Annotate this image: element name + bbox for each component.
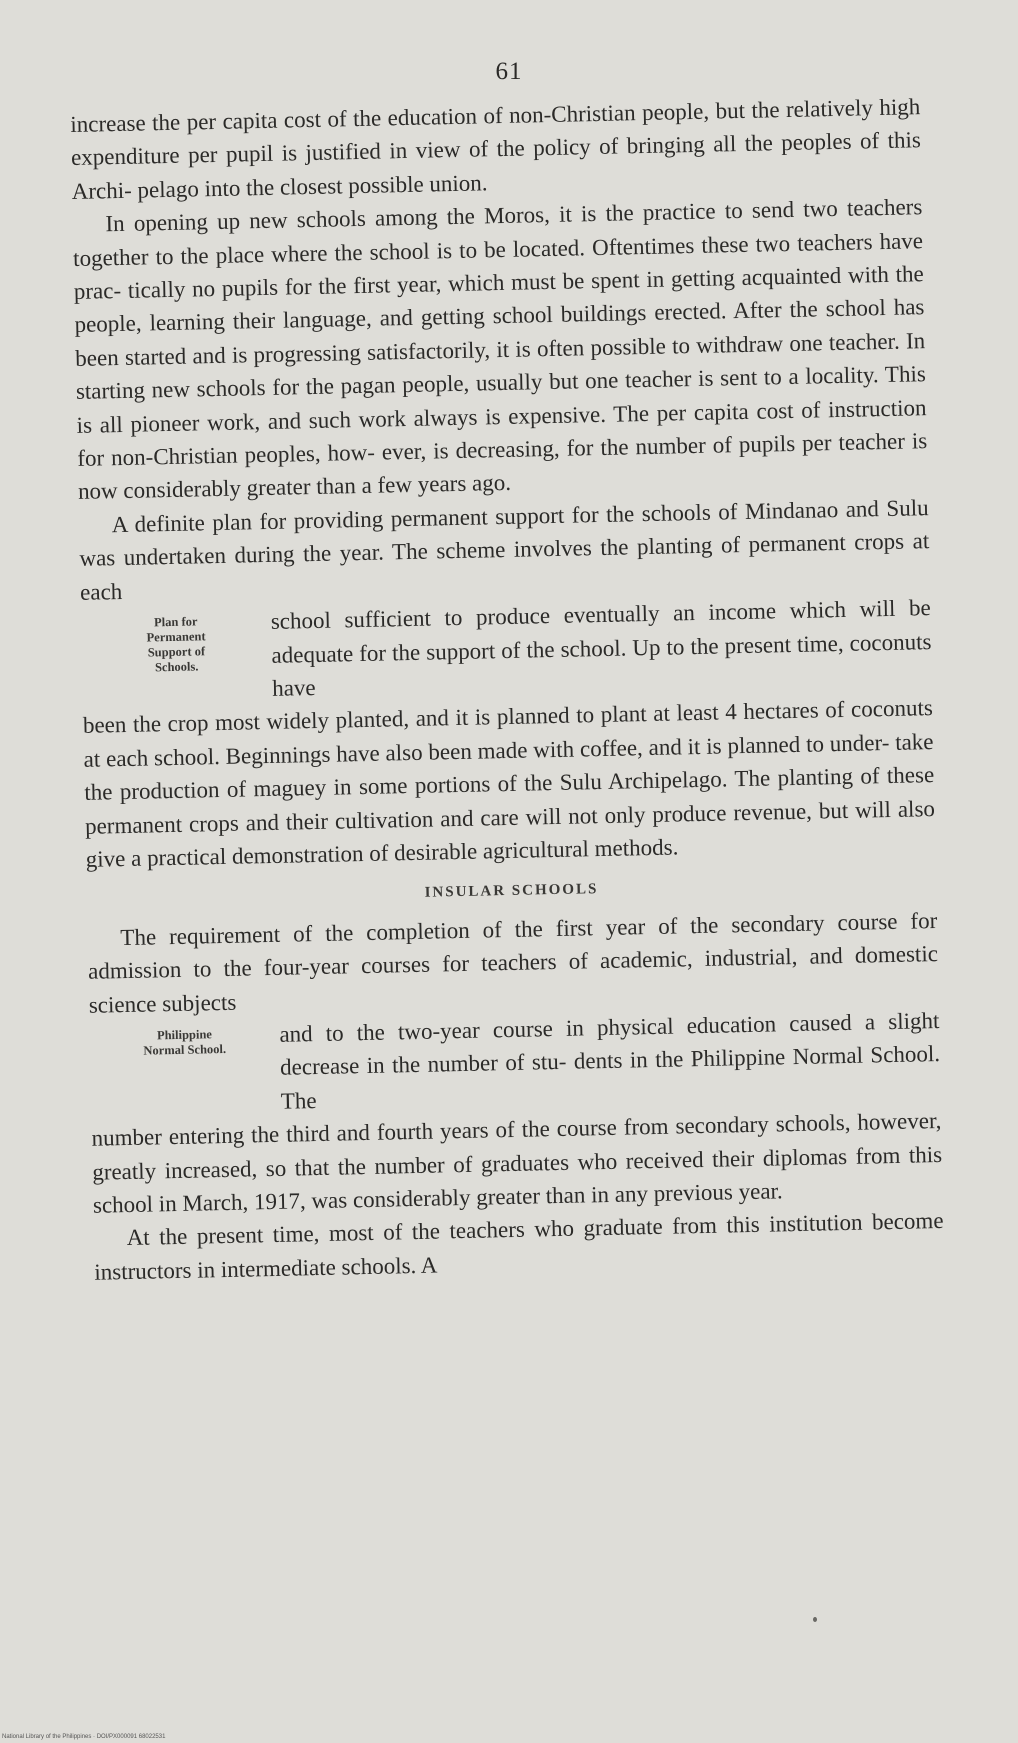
paragraph-3-cont	[83, 691, 936, 876]
line: caused a slight decrease in the number of stu-	[279, 1007, 940, 1081]
line: secondary schools, however, greatly increased, so that the number	[92, 1108, 942, 1185]
line: to send two teachers together to the place where the school	[72, 194, 923, 271]
body-text	[70, 90, 945, 1289]
line: The requirement of the completion of the first year of the	[120, 912, 719, 950]
margin-note-line: Philippine	[156, 1027, 213, 1043]
line: increase the per capita cost of the education of non-Christian	[70, 100, 636, 137]
line: per capita cost of instruction for non-Christian peoples, how-	[77, 394, 927, 471]
line: number entering the third and fourth years of the course from	[91, 1113, 669, 1151]
line: have also been made with coffee, and it is planned to under-	[335, 729, 890, 767]
line: people, but the relatively high expenditure per pupil is justified	[70, 94, 921, 171]
line: this institution become instructors in intermediate schools. A	[94, 1208, 944, 1285]
margin-note-line: Permanent	[146, 629, 206, 645]
paragraph-4-cont	[91, 1104, 943, 1222]
page-number: 61	[495, 58, 523, 85]
line: all pioneer work, and such work always is expensive. The	[99, 400, 650, 438]
line: cultivation and care will not only produce revenue, but will also	[334, 795, 936, 834]
line: At the present time, most of the teachers who graduate from	[126, 1213, 718, 1251]
line: in view of the policy of bringing all the peoples of this Archi-	[71, 127, 922, 204]
line: people, usually but one teacher is sent to a locality. This is	[76, 361, 927, 438]
line: to withdraw one teacher. In starting new schools for the pagan	[75, 327, 926, 405]
line: ever, is decreasing, for the number of pupils per teacher is now	[77, 428, 928, 505]
line: which will be adequate for the support of the	[271, 595, 931, 668]
footer-watermark: National Library of the Philippines · DOI/PX000091 68022531	[2, 1734, 166, 1740]
paragraph-3	[78, 491, 930, 609]
line: at least 4 hectares of coconuts at each school. Beginnings	[83, 695, 934, 772]
paragraph-1	[70, 90, 922, 208]
sidenote-block-normal	[89, 1004, 941, 1122]
line: secondary course for admission to the four-year courses for	[87, 907, 938, 984]
line: and to the two-year course in physical education	[279, 1011, 777, 1047]
line: A definite plan for providing permanent support for the	[111, 501, 635, 538]
paragraph-4	[87, 904, 939, 1022]
line: teachers of academic, industrial, and domestic science subjects	[88, 941, 939, 1018]
line: is to be located. Oftentimes these two teachers have prac-	[73, 227, 924, 304]
line: school. Up to the present time, coconuts have	[271, 628, 932, 701]
line: take the production of maguey in some portions of the Sulu	[84, 728, 934, 805]
line: The scheme involves the planting of permanent crops at each	[79, 528, 930, 605]
line: In opening up new schools among the Moros, it is the practice	[105, 198, 716, 237]
margin-note-normal-school	[89, 1018, 280, 1060]
sidenote-text	[279, 1004, 941, 1118]
scan-speck	[813, 1617, 817, 1622]
line: school sufficient to produce eventually an income	[270, 598, 777, 634]
line: dents in the Philippine Normal School. The	[280, 1041, 941, 1114]
line: March, 1917, was considerably greater than in any previous year.	[182, 1178, 783, 1216]
margin-note-plan	[80, 605, 271, 677]
sidenote-text	[270, 591, 932, 705]
line: Archipelago. The planting of these permanent crops and their	[84, 762, 935, 839]
margin-note-line: Normal School.	[143, 1041, 227, 1058]
margin-note-line: Schools.	[154, 659, 199, 675]
line: schools of Mindanao and Sulu was undertaken during the year.	[79, 494, 929, 572]
line: getting acquainted with the people, learning their language, and	[74, 261, 924, 338]
sidenote-block-plan	[80, 591, 932, 709]
line: started and is progressing satisfactorily, it is often possible	[124, 333, 667, 370]
margin-note-line: Plan for	[153, 614, 198, 630]
line: getting school buildings erected. After the school has been	[74, 294, 925, 371]
paragraph-2	[72, 190, 928, 508]
line: been the crop most widely planted, and it is planned to plant	[82, 701, 647, 739]
margin-note-line: Support of	[147, 644, 206, 660]
line: give a practical demonstration of desirable agricultural methods.	[85, 834, 679, 872]
line: of graduates who received their diplomas from this school in	[92, 1141, 943, 1218]
line: considerably greater than a few years ago.	[123, 470, 512, 504]
line: pelago into the closest possible union.	[137, 170, 488, 203]
line: tically no pupils for the first year, which must be spent in	[127, 266, 665, 303]
section-heading: INSULAR SCHOOLS	[424, 881, 599, 902]
